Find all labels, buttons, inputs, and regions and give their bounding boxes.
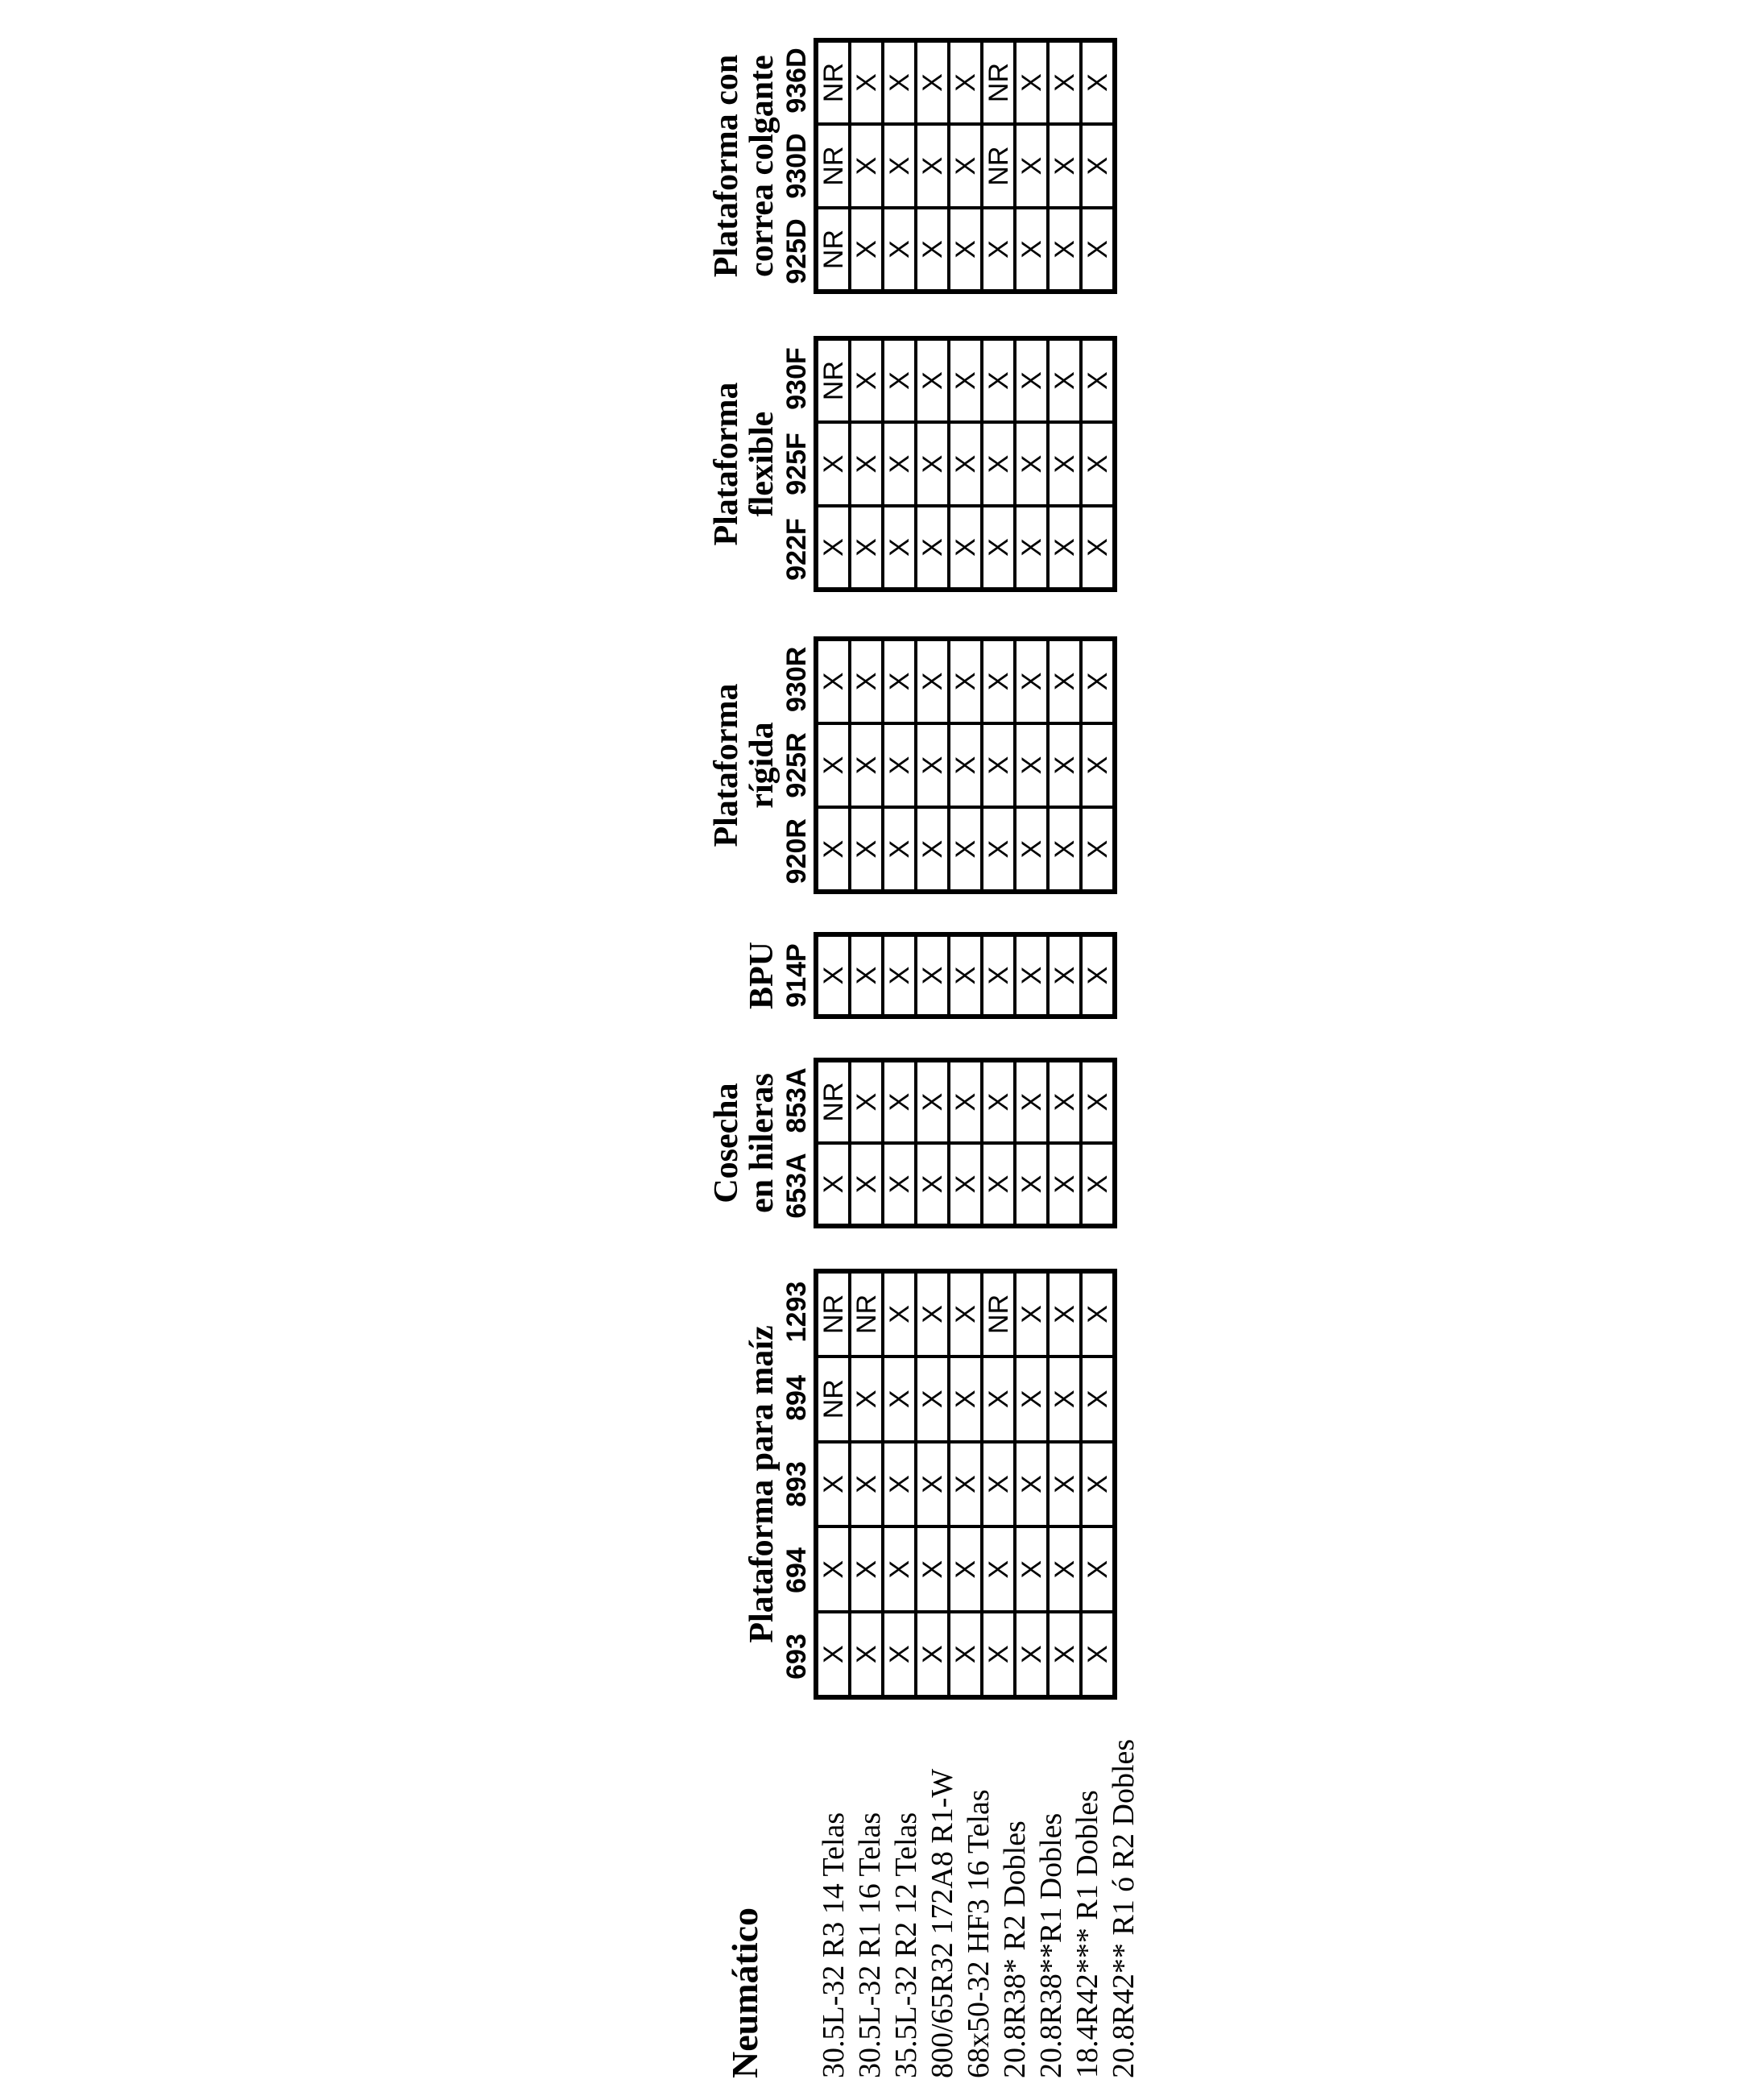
- table-row: [982, 338, 1015, 590]
- compatibility-cell: X: [1048, 506, 1081, 590]
- tire-label: 20.8R38**R1 Dobles: [1034, 1812, 1068, 2078]
- compatibility-cell: X: [949, 338, 982, 422]
- compatibility-cell: X: [1081, 1526, 1115, 1612]
- compatibility-cell: X: [850, 1060, 883, 1143]
- model-header: 922F: [781, 518, 812, 581]
- compatibility-grid: [814, 636, 1117, 894]
- compatibility-cell: X: [883, 338, 916, 422]
- compatibility-cell: X: [982, 723, 1015, 808]
- compatibility-cell: X: [916, 506, 949, 590]
- compatibility-cell: X: [1015, 723, 1048, 808]
- group-bpu: [709, 932, 1144, 1019]
- compatibility-cell: X: [883, 723, 916, 808]
- table-row: [1081, 934, 1115, 1017]
- group-title: flexible: [743, 411, 780, 517]
- table-row: [982, 1271, 1015, 1697]
- compatibility-cell: X: [1015, 807, 1048, 892]
- model-header: 694: [781, 1547, 812, 1593]
- model-header-row: [780, 1058, 814, 1228]
- table-row: [816, 1060, 850, 1226]
- tire-label: 68x50-32 HF3 16 Telas: [962, 1789, 996, 2078]
- compatibility-cell: X: [949, 934, 982, 1017]
- compatibility-cell: X: [1048, 1060, 1081, 1143]
- compatibility-cell: X: [850, 40, 883, 124]
- table-row: [1048, 639, 1081, 892]
- table-row: [949, 639, 982, 892]
- model-header: 653A: [781, 1153, 812, 1219]
- table-row: [883, 639, 916, 892]
- table-row: [816, 1271, 850, 1697]
- compatibility-cell: X: [1015, 422, 1048, 506]
- table-row: [1015, 1060, 1048, 1226]
- group-plataforma-para-maiz: [709, 1269, 1144, 1700]
- table-row: [982, 40, 1015, 292]
- table-row: [816, 338, 850, 590]
- compatibility-cell: X: [850, 124, 883, 208]
- compatibility-cell: X: [916, 40, 949, 124]
- compatibility-cell: X: [1048, 422, 1081, 506]
- compatibility-cell: X: [850, 1143, 883, 1226]
- compatibility-cell: X: [1081, 1060, 1115, 1143]
- compatibility-cell: X: [1048, 1612, 1081, 1697]
- table-row: [850, 1271, 883, 1697]
- compatibility-cell: NR: [982, 124, 1015, 208]
- model-header: 936D: [781, 48, 812, 114]
- compatibility-cell: X: [1081, 1271, 1115, 1357]
- compatibility-cell: X: [949, 40, 982, 124]
- table-row: [916, 1271, 949, 1697]
- compatibility-cell: X: [949, 208, 982, 292]
- table-row: [816, 40, 850, 292]
- group-title: rígida: [743, 722, 780, 809]
- tire-label: 30.5L-32 R3 14 Telas: [817, 1812, 851, 2078]
- compatibility-cell: X: [850, 422, 883, 506]
- model-header: 925R: [781, 732, 812, 798]
- compatibility-cell: X: [949, 723, 982, 808]
- tire-label: 20.8R38* R2 Dobles: [998, 1820, 1032, 2078]
- compatibility-cell: X: [1081, 124, 1115, 208]
- group-title: Plataforma: [708, 683, 745, 847]
- compatibility-cell: X: [949, 1612, 982, 1697]
- model-header: 893: [781, 1461, 812, 1507]
- compatibility-cell: X: [883, 124, 916, 208]
- table-row: [949, 338, 982, 590]
- compatibility-cell: X: [1081, 208, 1115, 292]
- compatibility-cell: X: [916, 1271, 949, 1357]
- table-row: [1015, 40, 1048, 292]
- compatibility-cell: X: [1015, 208, 1048, 292]
- table-row: [850, 1060, 883, 1226]
- compatibility-cell: X: [1081, 40, 1115, 124]
- table-row: [1081, 639, 1115, 892]
- compatibility-cell: X: [883, 1357, 916, 1442]
- group-plataforma-correa-colgante: [709, 38, 1144, 294]
- compatibility-cell: X: [982, 506, 1015, 590]
- tire-column-header: Neumático: [724, 1907, 765, 2078]
- compatibility-cell: X: [949, 506, 982, 590]
- table-row: [1048, 1060, 1081, 1226]
- compatibility-cell: X: [1081, 1612, 1115, 1697]
- compatibility-cell: NR: [982, 40, 1015, 124]
- compatibility-grid: [814, 1269, 1117, 1700]
- compatibility-cell: X: [1048, 1143, 1081, 1226]
- compatibility-cell: X: [916, 1060, 949, 1143]
- compatibility-cell: X: [883, 208, 916, 292]
- table-row: [883, 934, 916, 1017]
- compatibility-cell: X: [1015, 934, 1048, 1017]
- compatibility-cell: X: [1081, 639, 1115, 723]
- compatibility-cell: X: [1048, 338, 1081, 422]
- compatibility-cell: X: [1015, 1442, 1048, 1527]
- compatibility-cell: X: [1015, 1612, 1048, 1697]
- model-header-row: [780, 636, 814, 894]
- compatibility-cell: X: [850, 338, 883, 422]
- compatibility-cell: X: [850, 208, 883, 292]
- table-row: [1081, 1060, 1115, 1226]
- compatibility-cell: X: [982, 1442, 1015, 1527]
- table-row: [883, 40, 916, 292]
- compatibility-cell: X: [816, 506, 850, 590]
- compatibility-cell: X: [1048, 124, 1081, 208]
- table-row: [850, 639, 883, 892]
- compatibility-cell: X: [883, 1526, 916, 1612]
- table-row: [1048, 934, 1081, 1017]
- compatibility-cell: X: [816, 1612, 850, 1697]
- tire-label: 20.8R42** R1 ó R2 Dobles: [1107, 1738, 1141, 2078]
- group-plataforma-rigida: [709, 636, 1144, 894]
- compatibility-cell: X: [982, 1060, 1015, 1143]
- compatibility-cell: X: [1048, 208, 1081, 292]
- compatibility-cell: X: [850, 1526, 883, 1612]
- compatibility-cell: NR: [816, 208, 850, 292]
- compatibility-cell: X: [916, 639, 949, 723]
- compatibility-cell: X: [949, 124, 982, 208]
- table-row: [850, 934, 883, 1017]
- compatibility-cell: X: [916, 807, 949, 892]
- compatibility-cell: X: [816, 1143, 850, 1226]
- compatibility-cell: X: [1015, 506, 1048, 590]
- compatibility-cell: X: [916, 723, 949, 808]
- compatibility-cell: X: [1015, 1271, 1048, 1357]
- group-title: correa colgante: [743, 55, 780, 277]
- compatibility-cell: X: [916, 934, 949, 1017]
- model-header: 920R: [781, 818, 812, 884]
- compatibility-cell: X: [1081, 506, 1115, 590]
- model-header: 930D: [781, 133, 812, 199]
- compatibility-cell: X: [1081, 934, 1115, 1017]
- compatibility-cell: X: [982, 1526, 1015, 1612]
- model-header-row: [780, 38, 814, 294]
- compatibility-cell: X: [816, 639, 850, 723]
- compatibility-cell: X: [982, 1357, 1015, 1442]
- model-header: 914P: [781, 943, 812, 1008]
- table-row: [916, 934, 949, 1017]
- group-title: Plataforma con: [708, 54, 745, 278]
- compatibility-cell: X: [816, 807, 850, 892]
- compatibility-cell: X: [883, 506, 916, 590]
- table-row: [916, 338, 949, 590]
- compatibility-cell: X: [982, 1612, 1015, 1697]
- compatibility-cell: X: [850, 639, 883, 723]
- table-row: [949, 934, 982, 1017]
- table-row: [949, 1060, 982, 1226]
- compatibility-cell: X: [1048, 934, 1081, 1017]
- compatibility-cell: X: [850, 723, 883, 808]
- compatibility-cell: X: [982, 422, 1015, 506]
- table-row: [816, 934, 850, 1017]
- compatibility-cell: X: [883, 1143, 916, 1226]
- table-row: [1015, 934, 1048, 1017]
- model-header: 853A: [781, 1067, 812, 1133]
- compatibility-cell: NR: [816, 338, 850, 422]
- compatibility-cell: X: [949, 1442, 982, 1527]
- compatibility-cell: NR: [982, 1271, 1015, 1357]
- tire-column: [709, 1700, 1144, 2078]
- table-row: [916, 40, 949, 292]
- compatibility-cell: X: [916, 1442, 949, 1527]
- compatibility-cell: X: [982, 934, 1015, 1017]
- compatibility-cell: NR: [816, 124, 850, 208]
- tire-label: 35.5L-32 R2 12 Telas: [889, 1812, 923, 2078]
- compatibility-cell: NR: [816, 1060, 850, 1143]
- table-row: [1048, 338, 1081, 590]
- tire-label: 18.4R42*** R1 Dobles: [1070, 1790, 1104, 2078]
- compatibility-cell: X: [1081, 1143, 1115, 1226]
- model-header: 930R: [781, 646, 812, 712]
- compatibility-cell: X: [916, 208, 949, 292]
- group-title: Plataforma: [708, 382, 745, 546]
- table-row: [816, 639, 850, 892]
- compatibility-cell: X: [916, 1357, 949, 1442]
- compatibility-cell: X: [1048, 639, 1081, 723]
- compatibility-cell: X: [883, 1612, 916, 1697]
- table-row: [1048, 1271, 1081, 1697]
- compatibility-cell: X: [850, 1357, 883, 1442]
- compatibility-cell: X: [949, 1526, 982, 1612]
- compatibility-cell: X: [883, 1060, 916, 1143]
- compatibility-cell: X: [1015, 1526, 1048, 1612]
- compatibility-cell: X: [816, 723, 850, 808]
- compatibility-cell: X: [982, 807, 1015, 892]
- compatibility-cell: X: [916, 422, 949, 506]
- compatibility-cell: X: [816, 1442, 850, 1527]
- compatibility-cell: X: [1081, 1357, 1115, 1442]
- table-row: [1081, 40, 1115, 292]
- compatibility-cell: X: [982, 1143, 1015, 1226]
- compatibility-cell: NR: [816, 40, 850, 124]
- compatibility-cell: X: [883, 40, 916, 124]
- compatibility-cell: X: [816, 422, 850, 506]
- compatibility-cell: X: [1048, 1357, 1081, 1442]
- compatibility-cell: X: [949, 639, 982, 723]
- table-row: [1081, 1271, 1115, 1697]
- model-header: 925D: [781, 218, 812, 284]
- compatibility-cell: X: [1015, 338, 1048, 422]
- table-row: [883, 1060, 916, 1226]
- compatibility-cell: X: [1015, 1143, 1048, 1226]
- compatibility-cell: X: [850, 807, 883, 892]
- compatibility-cell: X: [850, 1442, 883, 1527]
- table-row: [883, 338, 916, 590]
- compatibility-cell: X: [816, 934, 850, 1017]
- compatibility-cell: X: [982, 208, 1015, 292]
- table-row: [850, 40, 883, 292]
- compatibility-cell: X: [883, 934, 916, 1017]
- model-header-row: [780, 1269, 814, 1700]
- compatibility-cell: X: [916, 124, 949, 208]
- compatibility-cell: X: [949, 1143, 982, 1226]
- compatibility-cell: X: [850, 506, 883, 590]
- compatibility-cell: X: [1048, 1442, 1081, 1527]
- compatibility-cell: X: [949, 422, 982, 506]
- model-header: 693: [781, 1634, 812, 1680]
- model-header: 1293: [781, 1281, 812, 1343]
- compatibility-cell: X: [982, 639, 1015, 723]
- table-row: [982, 639, 1015, 892]
- compatibility-cell: X: [1048, 723, 1081, 808]
- rotated-compatibility-table: [709, 24, 1144, 2094]
- compatibility-cell: X: [1048, 1526, 1081, 1612]
- table-row: [949, 1271, 982, 1697]
- table-row: [982, 1060, 1015, 1226]
- compatibility-grid: [814, 932, 1117, 1019]
- compatibility-cell: X: [949, 1060, 982, 1143]
- compatibility-cell: X: [883, 1442, 916, 1527]
- table-row: [982, 934, 1015, 1017]
- compatibility-cell: X: [883, 422, 916, 506]
- table-row: [850, 338, 883, 590]
- compatibility-cell: X: [1048, 807, 1081, 892]
- compatibility-cell: NR: [816, 1271, 850, 1357]
- compatibility-cell: X: [1015, 639, 1048, 723]
- group-title: en hileras: [743, 1073, 780, 1213]
- group-title: Cosecha: [708, 1083, 745, 1203]
- model-header: 930F: [781, 347, 812, 410]
- compatibility-cell: X: [1081, 723, 1115, 808]
- compatibility-cell: X: [916, 1526, 949, 1612]
- table-row: [1015, 338, 1048, 590]
- model-header: 894: [781, 1375, 812, 1421]
- tire-label: 800/65R32 172A8 R1-W: [925, 1768, 959, 2078]
- compatibility-cell: X: [916, 338, 949, 422]
- compatibility-cell: X: [1081, 338, 1115, 422]
- table-row: [1015, 1271, 1048, 1697]
- compatibility-cell: X: [949, 1357, 982, 1442]
- model-header: 925F: [781, 433, 812, 495]
- compatibility-cell: X: [949, 1271, 982, 1357]
- group-title: BPU: [743, 942, 780, 1009]
- compatibility-cell: X: [1015, 124, 1048, 208]
- compatibility-cell: X: [1081, 1442, 1115, 1527]
- table-row: [1048, 40, 1081, 292]
- compatibility-cell: X: [850, 1612, 883, 1697]
- table-row: [883, 1271, 916, 1697]
- group-cosecha-en-hileras: [709, 1058, 1144, 1228]
- table-row: [1081, 338, 1115, 590]
- compatibility-cell: X: [982, 338, 1015, 422]
- compatibility-cell: X: [883, 1271, 916, 1357]
- compatibility-cell: X: [1015, 1357, 1048, 1442]
- compatibility-cell: NR: [816, 1357, 850, 1442]
- group-title: Plataforma para maíz: [743, 1325, 780, 1643]
- tire-label: 30.5L-32 R1 16 Telas: [853, 1812, 887, 2078]
- compatibility-cell: X: [1015, 40, 1048, 124]
- compatibility-cell: X: [850, 934, 883, 1017]
- compatibility-cell: X: [916, 1143, 949, 1226]
- table-row: [916, 1060, 949, 1226]
- table-row: [1015, 639, 1048, 892]
- compatibility-cell: X: [1048, 1271, 1081, 1357]
- compatibility-grid: [814, 38, 1117, 294]
- compatibility-cell: X: [816, 1526, 850, 1612]
- group-plataforma-flexible: [709, 336, 1144, 592]
- compatibility-cell: X: [883, 639, 916, 723]
- compatibility-grid: [814, 1058, 1117, 1228]
- compatibility-cell: X: [1081, 422, 1115, 506]
- compatibility-cell: X: [1081, 807, 1115, 892]
- compatibility-grid: [814, 336, 1117, 592]
- table-row: [949, 40, 982, 292]
- compatibility-cell: NR: [850, 1271, 883, 1357]
- compatibility-cell: X: [1048, 40, 1081, 124]
- model-header-row: [780, 932, 814, 1019]
- compatibility-cell: X: [949, 807, 982, 892]
- compatibility-cell: X: [916, 1612, 949, 1697]
- compatibility-cell: X: [1015, 1060, 1048, 1143]
- compatibility-cell: X: [883, 807, 916, 892]
- table-row: [916, 639, 949, 892]
- model-header-row: [780, 336, 814, 592]
